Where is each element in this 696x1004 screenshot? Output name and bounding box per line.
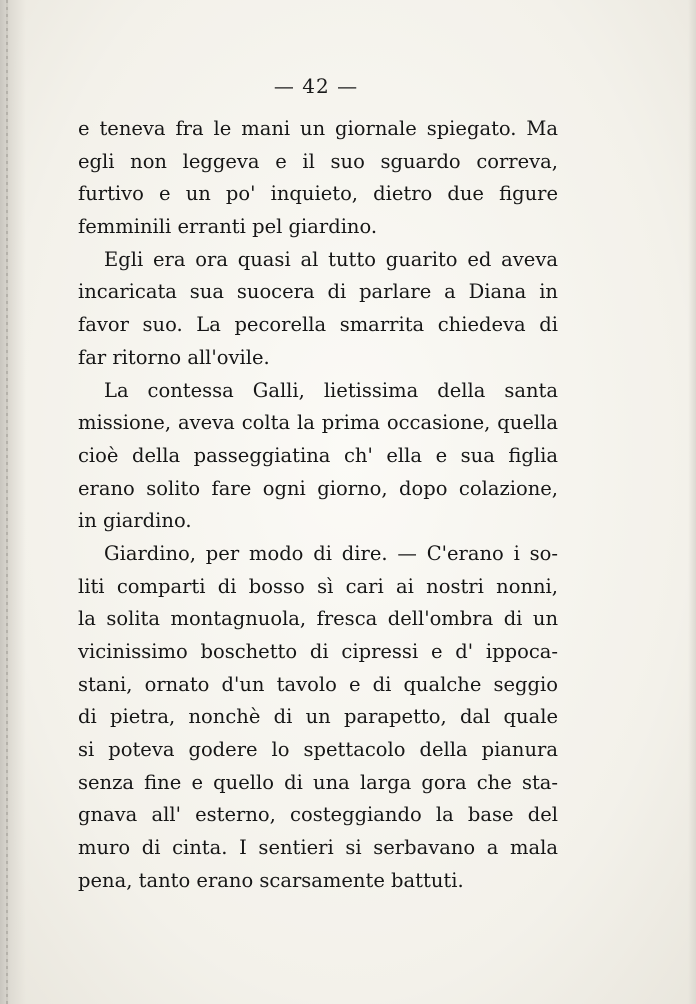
page-right-edge <box>688 0 696 1004</box>
text-line: Egli era ora quasi al tutto guarito ed aveva <box>104 247 558 271</box>
text-line: la solita montagnuola, fresca dell'ombra di un <box>78 607 558 631</box>
text-line: erano solito fare ogni giorno, dopo colazione, <box>78 476 558 500</box>
text-line: e teneva fra le mani un giornale spiegato. Ma <box>78 117 558 140</box>
text-line: far ritorno all'ovile. <box>78 345 270 369</box>
text-line: La contessa Galli, lietissima della santa <box>104 378 558 402</box>
text-line: Giardino, per modo di dire. — C'erano i so- <box>104 541 558 565</box>
text-line: si poteva godere lo spettacolo della pianura <box>78 738 558 762</box>
text-line: gnava all' esterno, costeggiando la base del <box>78 803 558 827</box>
text-line: di pietra, nonchè di un parapetto, dal quale <box>78 705 558 729</box>
text-line: stani, ornato d'un tavolo e di qualche seggio <box>78 672 558 696</box>
text-line: femminili erranti pel giardino. <box>78 215 378 239</box>
text-line: incaricata sua suocera di parlare a Diana in <box>78 280 558 304</box>
text-line: vicinissimo boschetto di cipressi e d' ippoca- <box>78 640 558 663</box>
text-line: furtivo e un po' inquieto, dietro due figure <box>78 182 558 206</box>
body-text <box>78 113 558 898</box>
text-line: missione, aveva colta la prima occasione, quella <box>78 411 558 435</box>
text-line: favor suo. La pecorella smarrita chiedeva di <box>78 313 558 337</box>
text-line: senza fine e quello di una larga gora che sta- <box>78 770 558 794</box>
text-line: liti comparti di bosso sì cari ai nostri nonni, <box>78 574 558 598</box>
text-line: in giardino. <box>78 509 192 533</box>
text-line: egli non leggeva e il suo sguardo correva, <box>78 149 558 173</box>
text-line: pena, tanto erano scarsamente battuti. <box>78 868 464 892</box>
page-number: — 42 — <box>273 74 359 98</box>
text-line: muro di cinta. I sentieri si serbavano a mala <box>78 836 558 860</box>
text-line: cioè della passeggiatina ch' ella e sua figlia <box>78 443 558 467</box>
page-binding-edge <box>0 0 26 1004</box>
